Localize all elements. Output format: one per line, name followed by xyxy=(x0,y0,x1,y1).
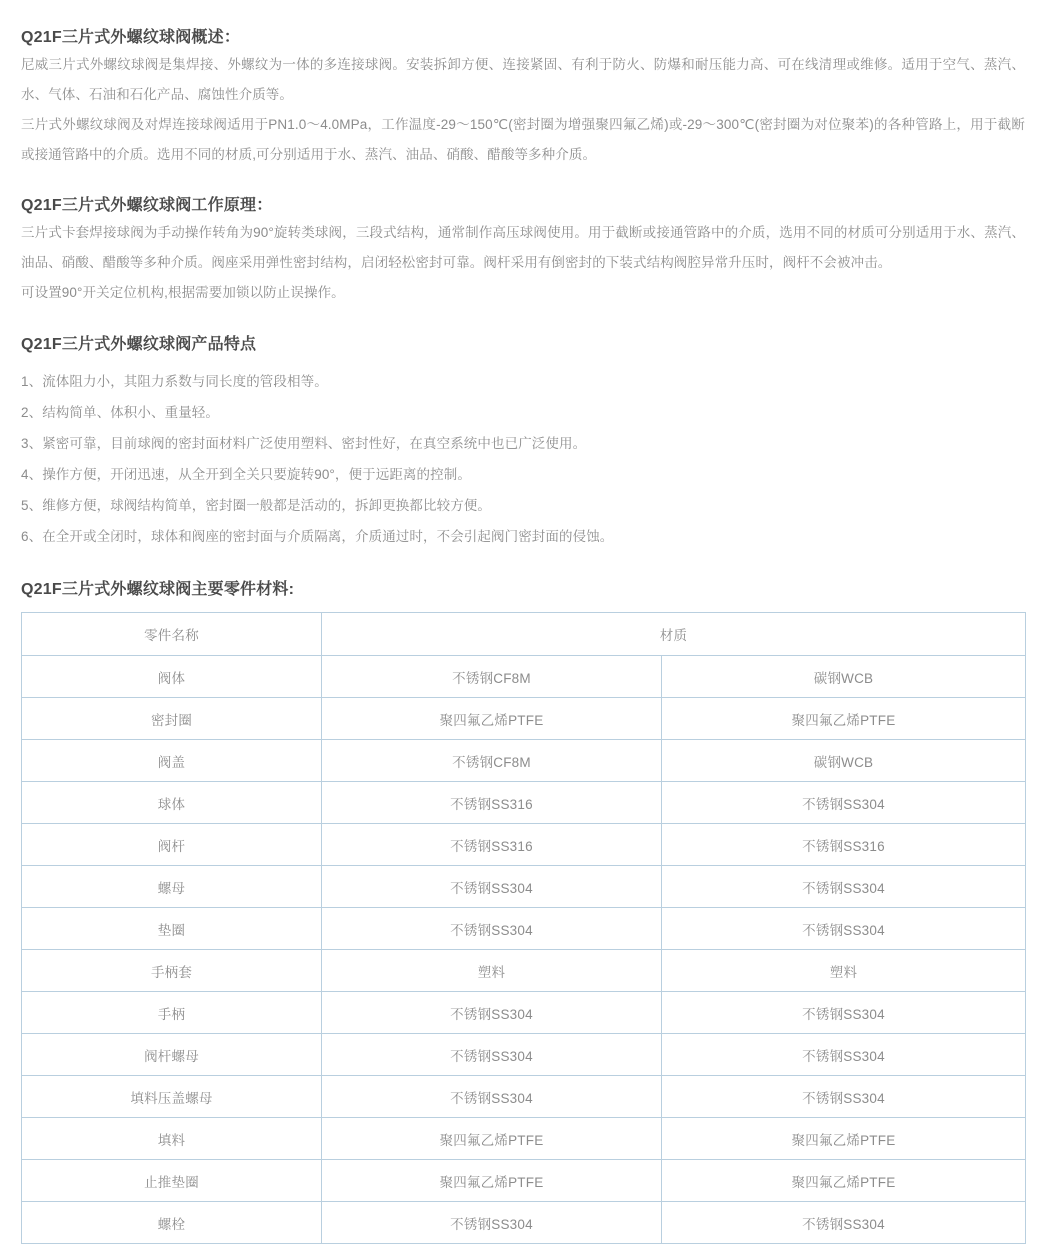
list-item: 4、操作方便，开闭迅速，从全开到全关只要旋转90°，便于远距离的控制。 xyxy=(21,467,471,482)
table-row xyxy=(22,1034,1026,1076)
table-row xyxy=(22,1118,1026,1160)
features-list xyxy=(21,357,1025,552)
materials-table xyxy=(21,612,1026,1244)
column-header-material: 材质 xyxy=(322,613,1026,656)
table-row xyxy=(22,824,1026,866)
cell-material-b: 聚四氟乙烯PTFE xyxy=(662,1118,1026,1160)
cell-material-b: 不锈钢SS304 xyxy=(662,782,1026,824)
principle-heading: Q21F三片式外螺纹球阀工作原理： xyxy=(21,197,273,214)
cell-material-b: 不锈钢SS316 xyxy=(662,824,1026,866)
list-item: 3、紧密可靠，目前球阀的密封面材料广泛使用塑料、密封性好，在真空系统中也已广泛使用。 xyxy=(21,436,587,451)
cell-part-name: 螺栓 xyxy=(22,1202,322,1244)
cell-material-a: 不锈钢SS304 xyxy=(322,992,662,1034)
cell-material-a: 塑料 xyxy=(322,950,662,992)
features-heading: Q21F三片式外螺纹球阀产品特点 xyxy=(21,336,257,353)
cell-part-name: 手柄套 xyxy=(22,950,322,992)
list-item: 6、在全开或全闭时，球体和阀座的密封面与介质隔离，介质通过时，不会引起阀门密封面的侵蚀。 xyxy=(21,529,614,544)
cell-part-name: 阀杆螺母 xyxy=(22,1034,322,1076)
table-row xyxy=(22,782,1026,824)
cell-material-b: 不锈钢SS304 xyxy=(662,1076,1026,1118)
table-row xyxy=(22,866,1026,908)
overview-paragraph-2: 三片式外螺纹球阀及对焊连接球阀适用于PN1.0～4.0MPa，工作温度-29～150℃(密封圈为增强聚四氟乙烯)或-29～300℃(密封圈为对位聚苯)的各种管路上，用于截断或接通管路中的介质。选用不同的材质,可分别适用于水、蒸汽、油品、硝酸、醋酸等多种介质。 xyxy=(21,117,1025,162)
cell-material-b: 不锈钢SS304 xyxy=(662,908,1026,950)
materials-heading: Q21F三片式外螺纹球阀主要零件材料: xyxy=(21,581,295,598)
cell-material-b: 碳钢WCB xyxy=(662,740,1026,782)
cell-part-name: 球体 xyxy=(22,782,322,824)
table-row xyxy=(22,740,1026,782)
table-header xyxy=(22,613,1026,656)
cell-material-a: 不锈钢CF8M xyxy=(322,656,662,698)
cell-material-b: 不锈钢SS304 xyxy=(662,1034,1026,1076)
cell-part-name: 垫圈 xyxy=(22,908,322,950)
cell-material-a: 聚四氟乙烯PTFE xyxy=(322,698,662,740)
cell-part-name: 阀杆 xyxy=(22,824,322,866)
cell-part-name: 填料 xyxy=(22,1118,322,1160)
cell-part-name: 阀盖 xyxy=(22,740,322,782)
cell-material-b: 碳钢WCB xyxy=(662,656,1026,698)
cell-part-name: 阀体 xyxy=(22,656,322,698)
table-body xyxy=(22,656,1026,1244)
list-item: 5、维修方便，球阀结构简单，密封圈一般都是活动的，拆卸更换都比较方便。 xyxy=(21,498,492,513)
cell-material-a: 不锈钢SS316 xyxy=(322,824,662,866)
list-item: 2、结构简单、体积小、重量轻。 xyxy=(21,405,220,420)
column-header-part-name: 零件名称 xyxy=(22,613,322,656)
cell-material-b: 聚四氟乙烯PTFE xyxy=(662,1160,1026,1202)
principle-paragraph-1: 三片式卡套焊接球阀为手动操作转角为90°旋转类球阀，三段式结构，通常制作高压球阀使用。用于截断或接通管路中的介质，选用不同的材质可分别适用于水、蒸汽、油品、硝酸、醋酸等多种介质。阀座采用弹性密封结构，启闭轻松密封可靠。阀杆采用有倒密封的下装式结构阀腔异常升压时，阀杆不会被冲击。 xyxy=(21,225,1025,270)
cell-part-name: 密封圈 xyxy=(22,698,322,740)
table-row xyxy=(22,1076,1026,1118)
cell-part-name: 螺母 xyxy=(22,866,322,908)
cell-material-a: 聚四氟乙烯PTFE xyxy=(322,1160,662,1202)
cell-material-b: 塑料 xyxy=(662,950,1026,992)
cell-material-a: 不锈钢SS304 xyxy=(322,1034,662,1076)
cell-material-b: 不锈钢SS304 xyxy=(662,992,1026,1034)
cell-material-a: 不锈钢SS316 xyxy=(322,782,662,824)
cell-part-name: 填料压盖螺母 xyxy=(22,1076,322,1118)
cell-material-a: 不锈钢SS304 xyxy=(322,1076,662,1118)
table-row xyxy=(22,908,1026,950)
cell-material-b: 不锈钢SS304 xyxy=(662,866,1026,908)
table-header-row xyxy=(22,613,1026,656)
list-item: 1、流体阻力小，其阻力系数与同长度的管段相等。 xyxy=(21,374,328,389)
cell-material-a: 聚四氟乙烯PTFE xyxy=(322,1118,662,1160)
cell-material-a: 不锈钢SS304 xyxy=(322,1202,662,1244)
cell-part-name: 止推垫圈 xyxy=(22,1160,322,1202)
table-row xyxy=(22,950,1026,992)
cell-material-a: 不锈钢CF8M xyxy=(322,740,662,782)
bottom-spacer xyxy=(21,1244,1025,1260)
overview-heading: Q21F三片式外螺纹球阀概述： xyxy=(21,29,241,46)
cell-material-b: 聚四氟乙烯PTFE xyxy=(662,698,1026,740)
table-row xyxy=(22,1160,1026,1202)
table-row xyxy=(22,992,1026,1034)
cell-material-b: 不锈钢SS304 xyxy=(662,1202,1026,1244)
table-row xyxy=(22,656,1026,698)
cell-part-name: 手柄 xyxy=(22,992,322,1034)
table-row xyxy=(22,698,1026,740)
principle-paragraph-2: 可设置90°开关定位机构,根据需要加锁以防止误操作。 xyxy=(21,285,345,300)
cell-material-a: 不锈钢SS304 xyxy=(322,866,662,908)
cell-material-a: 不锈钢SS304 xyxy=(322,908,662,950)
table-row xyxy=(22,1202,1026,1244)
overview-paragraph-1: 尼威三片式外螺纹球阀是集焊接、外螺纹为一体的多连接球阀。安装拆卸方便、连接紧固、有利于防火、防爆和耐压能力高、可在线清理或维修。适用于空气、蒸汽、水、气体、石油和石化产品、腐蚀性介质等。 xyxy=(21,57,1025,102)
